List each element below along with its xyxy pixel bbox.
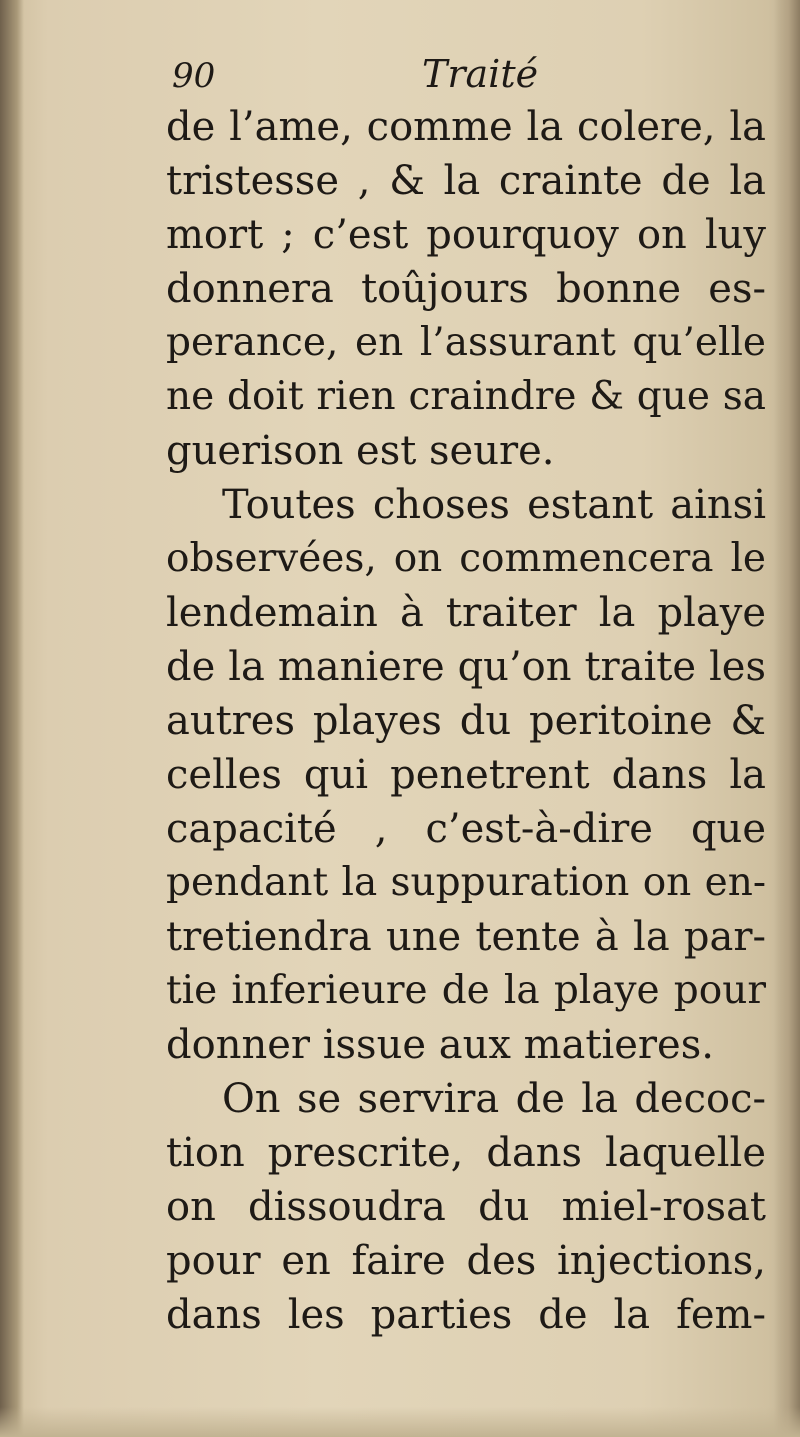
text-line: guerison est seure. — [166, 428, 555, 474]
text-line: tretiendra une tente à la par- — [166, 914, 766, 960]
text-line: On se servira de la decoc- — [222, 1076, 766, 1122]
page-bottom-shadow — [0, 1407, 800, 1437]
text-line: tristesse , & la crainte de la — [166, 158, 766, 204]
text-line: celles qui penetrent dans la — [166, 752, 766, 798]
text-line: dans les parties de la fem- — [166, 1292, 766, 1338]
text-line: donnera toûjours bonne es- — [166, 266, 766, 312]
page-number: 90 — [172, 56, 216, 96]
text-line: capacité , c’est-à-dire que — [166, 806, 766, 852]
text-line: pour en faire des injections, — [166, 1238, 766, 1284]
text-line: tie inferieure de la playe pour — [166, 968, 766, 1013]
text-line: de la maniere qu’on traite les — [166, 644, 766, 690]
text-line: tion prescrite, dans laquelle — [166, 1130, 766, 1176]
text-line: observées, on commencera le — [166, 536, 766, 581]
text-line: on dissoudra du miel-rosat — [166, 1184, 766, 1230]
page-edge-shadow — [774, 0, 800, 1437]
text-line: pendant la suppuration on en- — [166, 860, 766, 905]
page-gutter-shadow — [0, 0, 24, 1437]
page-header — [170, 50, 770, 100]
text-line: de l’ame, comme la colere, la — [166, 104, 766, 150]
running-title: Traité — [422, 52, 539, 96]
text-line: donner issue aux matieres. — [166, 1022, 714, 1068]
text-line: perance, en l’assurant qu’elle — [166, 320, 766, 365]
text-line: mort ; c’est pourquoy on luy — [166, 212, 766, 258]
text-line: lendemain à traiter la playe — [166, 590, 766, 636]
body-text — [166, 100, 766, 1342]
text-line: autres playes du peritoine & — [166, 698, 766, 744]
text-line: Toutes choses estant ainsi — [222, 482, 766, 528]
text-line: ne doit rien craindre & que sa — [166, 374, 766, 419]
